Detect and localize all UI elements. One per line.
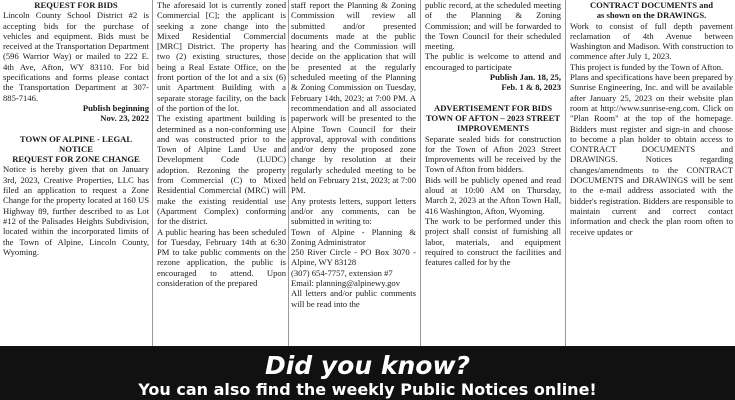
column-4 bbox=[425, 0, 561, 346]
protest-letters-paragraph: Any protests letters, support letters and/or any comments, can be submitted in writing to: bbox=[291, 195, 416, 227]
did-you-know-banner bbox=[0, 346, 735, 400]
column-rule bbox=[288, 0, 289, 346]
street-improvements-heading: TOWN OF AFTON – 2023 STREET IMPROVEMENTS bbox=[425, 112, 561, 134]
public-comments-paragraph: All letters and/or public comments will be read into the bbox=[291, 288, 416, 309]
email-line: Email: planning@alpinewy.gov bbox=[291, 278, 401, 289]
column-2 bbox=[157, 0, 286, 346]
address-line: 250 River Circle - PO Box 3070 - Alpine, WY 83128 bbox=[291, 247, 416, 268]
zone-change-body-paragraph: The existing apartment building is determined as a non-conforming use and was constructed prior to the Town of Alpine Land Use and Development Code (LUDC) adoption. Rezoning the property from Commercial (C) to Mixed Residential Commercial (MRC) will make the existing residential use (Apartment Complex) conforming for the district. bbox=[157, 113, 286, 227]
publish-note: Publish beginning bbox=[82, 102, 149, 113]
funding-paragraph: This project is funded by the Town of Afton. bbox=[570, 61, 724, 72]
column-rule bbox=[420, 0, 421, 346]
column-5 bbox=[570, 0, 733, 346]
column-rule bbox=[152, 0, 153, 346]
sealed-bids-paragraph: Separate sealed bids for construction for the Town of Afton 2023 Street Improvements will be received by the Town of Afton from bidders. bbox=[425, 133, 561, 175]
zone-change-subheading: REQUEST FOR ZONE CHANGE bbox=[12, 154, 140, 165]
zone-change-body-continued: The aforesaid lot is currently zoned Commercial [C]; the applicant is seeking a zone change into the Mixed Residential Commercial [MRC] District. The property has two (2) existing structures, those being a Real Estate Office, on the front portion of the lot and a six (6) unit Apartment Building with a separate storage facility, on the back of the portion of the lot. bbox=[157, 0, 286, 113]
plans-paragraph: Plans and specifications have been prepared by Sunrise Engineering, Inc. and will be available after January 25, 2023 on their website plan room at http://www.sunrise-eng.com. Click on "Plan Room" at the top of the homepage. Bidders must register and sign-in and choose to become a plan holder to obtain access to CONTRACT DOCUMENTS and DRAWINGS. Notices regarding changes/amendments to the CONTRACT DOCUMENTS and DRAWINGS will be sent to the e-mail address associated with the bidder's registration. Bidders are responsible to maintain current and correct contact information and check the plan room often to receive updates or bbox=[570, 72, 733, 237]
contract-documents-line: CONTRACT DOCUMENTS and bbox=[589, 0, 714, 10]
staff-report-paragraph: staff report the Planning & Zoning Commission will review all submitted and/or presented documents made at the public hearing and the Commission will decide on the application that will be presented at the regularly scheduled meeting of the Planning & Zoning Commission on Tuesday, February 14th, 2023; at 7:00 PM. A recommendation and all associated paperwork will be presented to the Alpine Town Council for their approval, approval with conditions and/or deny the proposed zone change by resolution at their regularly scheduled meeting to be held on February 21st, 2023; at 7:00 PM. bbox=[291, 0, 416, 196]
drawings-line: as shown on the DRAWINGS. bbox=[596, 10, 707, 21]
phone-line: (307) 654-7757, extension #7 bbox=[291, 267, 393, 278]
advertisement-heading: ADVERTISEMENT FOR BIDS bbox=[434, 102, 552, 113]
banner-subtitle: You can also find the weekly Public Notices online! bbox=[138, 380, 597, 399]
banner-title: Did you know? bbox=[264, 351, 471, 380]
welcome-paragraph: The public is welcome to attend and encouraged to participate bbox=[425, 51, 561, 72]
column-rule bbox=[565, 0, 566, 346]
request-for-bids-heading: REQUEST FOR BIDS bbox=[34, 0, 118, 10]
publish-date: Nov. 23, 2022 bbox=[100, 113, 149, 124]
zone-change-heading: TOWN OF ALPINE - LEGAL NOTICE bbox=[19, 133, 133, 154]
public-record-paragraph: public record, at the scheduled meeting of the Planning & Zoning Commission; and will be forwarded to the Town Council for their scheduled meeting. bbox=[425, 0, 561, 52]
publish-note: Publish Jan. 18, 25, bbox=[489, 72, 561, 83]
column-3 bbox=[291, 0, 416, 346]
address-line: Town of Alpine - Planning & Zoning Administrator bbox=[291, 226, 416, 247]
work-scope-paragraph: The work to be performed under this project shall consist of furnishing all labor, materials, and equipment required to construct the facilities and features called for by the bbox=[425, 215, 561, 268]
column-1 bbox=[3, 0, 149, 346]
publish-date: Feb. 1 & 8, 2023 bbox=[501, 82, 561, 93]
work-description-paragraph: Work to consist of full depth pavement reclamation of 4th Avenue between Washington and Madison. With construction to commence after July 1, 2023. bbox=[570, 20, 733, 62]
request-for-bids-body: Lincoln County School District #2 is accepting bids for the purchase of vehicles and equipment. Bids must be received at the Transportation Department (596 Warrior Way) or mailed to 222 E. 4th Ave, Afton, WY 83110. For bid specifications and forms please contact the Transportation Department at 307-885-7146. bbox=[3, 10, 149, 103]
public-hearing-paragraph: A public hearing has been scheduled for Tuesday, February 14th at 6:30 PM to take public comments on the rezone application, the public is encouraged to attend. Upon consideration of the prepared bbox=[157, 226, 286, 289]
zone-change-body: Notice is hereby given that on January 3rd, 2023, Creative Properties, LLC has filed an application to request a Zone Change for the property located at 160 US Highway 89, further described to as Lot #12 of the Palisades Heights Subdivision, located within the incorporated limits of the Town of Alpine, Lincoln County, Wyoming. bbox=[3, 164, 149, 257]
bid-opening-paragraph: Bids will be publicly opened and read aloud at 10:00 AM on Thursday, March 2, 2023 at the Afton Town Hall, 416 Washington, Afton, Wyoming. bbox=[425, 174, 561, 216]
